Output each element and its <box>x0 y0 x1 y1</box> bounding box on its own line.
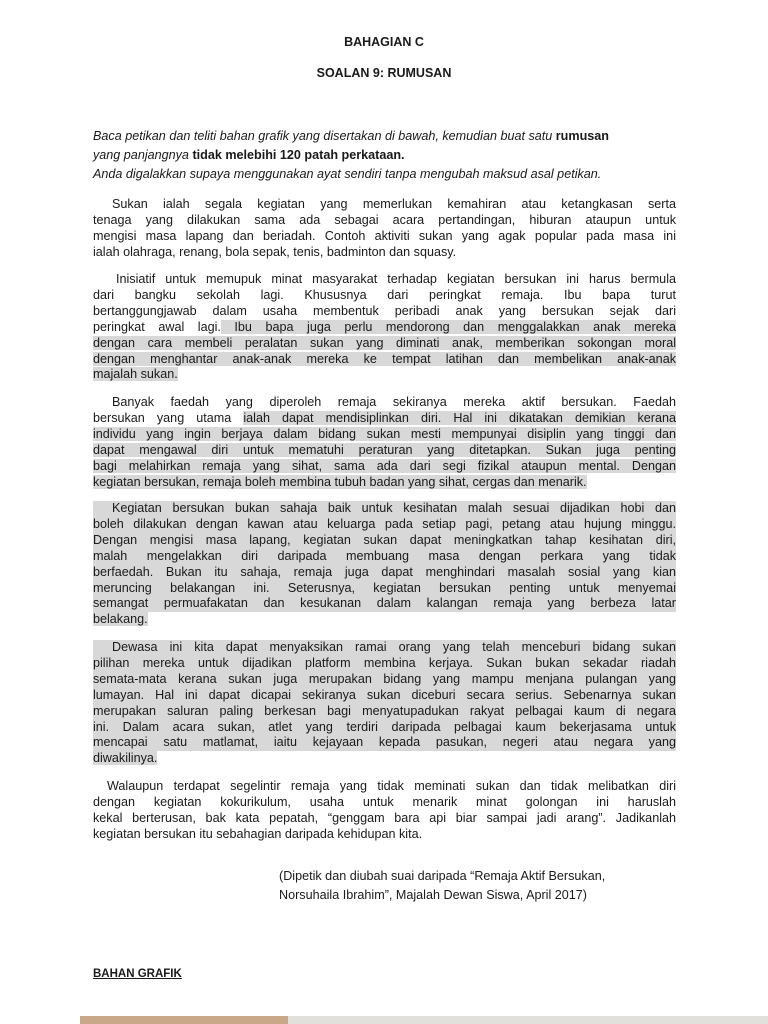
highlighted-text: boleh dilakukan dengan kawan atau keluarga pada setiap pagi, petang atau hujung minggu. <box>93 516 676 531</box>
text-line: Banyak faedah yang diperoleh remaja sekiranya mereka aktif bersukan. Faedah <box>112 395 676 409</box>
section-title: BAHAGIAN C <box>344 35 424 49</box>
highlighted-text: belakang. <box>93 612 148 627</box>
text-line <box>93 475 676 491</box>
text-line <box>93 336 676 352</box>
highlighted-text: individu yang ingin berjaya dalam bidang sukan mesti mempunyai disiplin yang tinggi dan <box>93 426 676 441</box>
text-line: Walaupun terdapat segelintir remaja yang tidak meminati sukan dan tidak melibatkan diri <box>107 779 676 793</box>
graphic-image-part <box>288 1016 768 1024</box>
highlighted-text: pilihan mereka untuk dijadikan platform membina kerjaya. Sukan bukan sekadar riadah <box>93 655 676 670</box>
highlighted-text: Kegiatan bersukan bukan sahaja baik untuk kesihatan malah sesuai dijadikan hobi dan <box>93 501 676 517</box>
graphic-image-part <box>80 1016 288 1024</box>
highlighted-text: Ibu bapa juga perlu mendorong dan menggalakkan anak mereka <box>220 319 676 334</box>
text-line: dengan kegiatan kokurikulum, usaha untuk menarik minat golongan ini haruslah <box>93 794 676 809</box>
highlighted-text: semata-mata kerana sukan juga merupakan bidang yang mampu menjana pulangan yang <box>93 671 676 686</box>
highlighted-text: Dengan <box>619 458 676 473</box>
highlighted-text: malah mengelakkan diri daripada membuang masa dengan perkara yang tidak <box>93 548 676 563</box>
text-line <box>93 751 676 767</box>
text-line: ialah olahraga, renang, bola sepak, tenis, badminton dan squasy. <box>93 244 457 259</box>
highlighted-text: dapat mengawal diri untuk mematuhi peraturan yang ditetapkan. Sukan juga penting <box>93 442 676 457</box>
highlighted-text: dengan cara membeli peralatan sukan yang diminati anak, memberikan sokongan moral <box>93 335 676 350</box>
instruction-bold: rumusan <box>555 129 609 143</box>
instruction-line-2 <box>93 146 693 165</box>
text-line: Sukan ialah segala kegiatan yang memerlukan kemahiran atau ketangkasan serta <box>112 197 676 211</box>
passage-paragraph-1 <box>93 197 676 261</box>
passage-paragraph-4 <box>93 501 676 628</box>
highlighted-text: lumayan. Hal ini dapat dicapai sekiranya sukan diceburi secara serius. Sebenarnya sukan <box>93 687 676 702</box>
instruction-bold: tidak melebihi 120 patah perkataan. <box>192 148 405 162</box>
text-line: dari bangku sekolah lagi. Khususnya dari peringkat remaja. Ibu bapa turut <box>93 287 676 302</box>
text-line: bertanggungjawab dalam usaha membentuk peribadi anak yang bersukan sejak dari <box>93 303 676 318</box>
passage-paragraph-5 <box>93 640 676 767</box>
highlighted-text: bagi melahirkan remaja yang sihat, sama ada dari segi fizikal ataupun mental. <box>93 458 620 473</box>
text-segment: peringkat awal lagi. <box>93 319 221 334</box>
passage-paragraph-2 <box>93 272 676 383</box>
text-line <box>93 612 676 628</box>
highlighted-text: kegiatan bersukan, remaja boleh membina tubuh badan yang sihat, cergas dan menarik. <box>93 474 587 489</box>
instructions <box>93 127 693 184</box>
text-line <box>93 320 676 336</box>
highlighted-text: mencapai satu matlamat, iaitu kejayaan kepada pasukan, negeri atau negara yang <box>93 735 676 750</box>
instruction-line-3: Anda digalakkan supaya menggunakan ayat sendiri tanpa mengubah maksud asal petikan. <box>93 167 602 181</box>
instruction-text: Baca petikan dan teliti bahan grafik yang disertakan di bawah, kemudian buat satu <box>93 129 556 143</box>
text-line: tenaga yang dilakukan sama ada sebagai acara pertandingan, hiburan ataupun untuk <box>93 212 676 227</box>
highlighted-text: semangat permuafakatan dan kesukanan dalam kalangan remaja yang berbeza latar <box>93 596 676 611</box>
text-line: kekal berterusan, bak kata pepatah, “genggam bara api biar sampai jadi arang”. Jadikanlah <box>93 810 676 825</box>
highlighted-text: Dewasa ini kita dapat menyaksikan ramai orang yang telah menceburi bidang sukan <box>93 640 676 656</box>
text-line: mengisi masa lapang dan beriadah. Contoh aktiviti sukan yang agak popular pada masa ini <box>93 228 676 243</box>
highlighted-text: ini. Dalam acara sukan, atlet yang terdiri daripada pelbagai kaum bekerjasama untuk <box>93 719 676 734</box>
question-title: SOALAN 9: RUMUSAN <box>316 66 452 80</box>
text-line <box>93 459 676 475</box>
citation-line: (Dipetik dan diubah suai daripada “Remaja Aktif Bersukan, <box>279 869 606 883</box>
highlighted-text: majalah sukan. <box>93 367 178 382</box>
bahan-grafik-label: BAHAN GRAFIK <box>93 968 182 980</box>
highlighted-text: dengan menghantar anak-anak mereka ke tempat latihan dan membelikan anak-anak <box>93 351 676 366</box>
text-line <box>93 367 676 383</box>
passage-paragraph-6 <box>93 779 676 843</box>
text-line: kegiatan bersukan itu sebahagian daripada kehidupan kita. <box>93 826 423 841</box>
highlighted-text: ialah dapat mendisiplinkan diri. Hal ini dikatakan demikian kerana <box>243 410 676 425</box>
instruction-line-1 <box>93 127 693 146</box>
text-line <box>93 443 676 459</box>
highlighted-text: diwakilinya. <box>93 751 158 766</box>
highlighted-text: meruncing belakangan ini. Seterusnya, kegiatan bersukan penting untuk menyemai <box>93 580 676 595</box>
text-line: Inisiatif untuk memupuk minat masyarakat terhadap kegiatan bersukan ini harus bermula <box>116 272 676 286</box>
instruction-text: yang panjangnya <box>93 148 193 162</box>
highlighted-text: Dengan mengisi masa lapang, kegiatan sukan dapat meningkatkan tahap kesihatan diri, <box>93 532 676 547</box>
text-line <box>93 352 676 368</box>
graphic-image-edge <box>80 1016 768 1024</box>
source-citation <box>279 867 699 905</box>
text-line <box>93 411 676 427</box>
highlighted-text: berfaedah. Bukan itu sahaja, remaja juga dapat menghindari masalah sosial yang kian <box>93 564 676 579</box>
text-segment: bersukan yang utama <box>93 410 244 425</box>
passage-paragraph-3 <box>93 395 676 490</box>
citation-line: Norsuhaila Ibrahim”, Majalah Dewan Siswa, April 2017) <box>279 888 587 902</box>
highlighted-text: merupakan saluran paling berkesan bagi menyatupadukan rakyat pelbagai kaum di negara <box>93 703 676 718</box>
text-line <box>93 427 676 443</box>
